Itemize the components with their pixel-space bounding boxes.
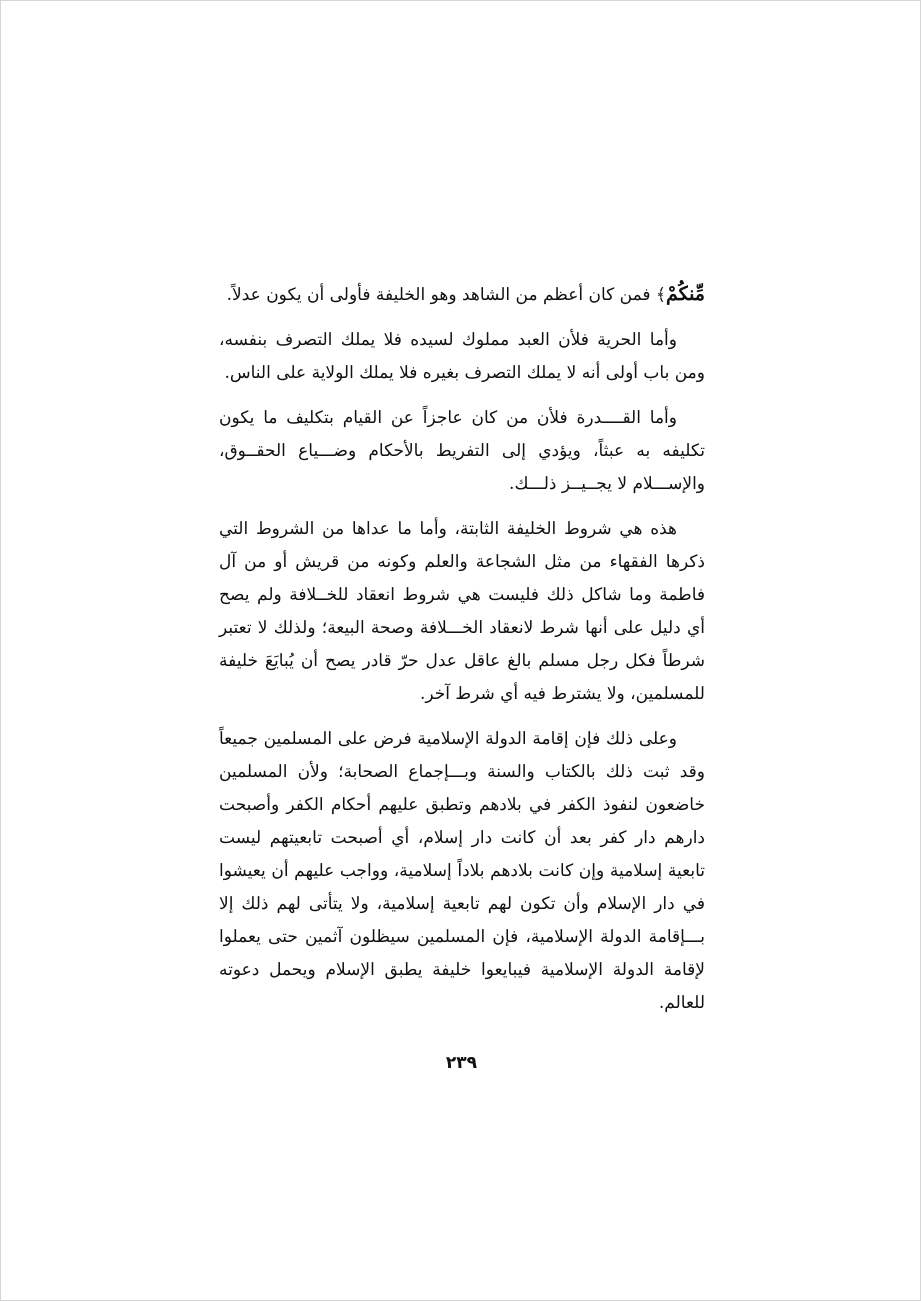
quran-verse-fragment: مِّنكُمْ <box>665 283 705 305</box>
lead-paragraph <box>219 278 705 312</box>
body-text <box>219 278 705 1020</box>
paragraph-conditions: هذه هي شروط الخليفة الثابتة، وأما ما عداها من الشروط التي ذكرها الفقهاء من مثل الشجاعة والعلم وكونه من قريش أو من آل فاطمة وما شاكل ذلك فليست هي شروط انعقاد للخــلافة ولم يصح أي دليل على أنها شرط لانعقاد الخـــلافة وصحة البيعة؛ ولذلك لا تعتبر شرطاً فكل رجل مسلم بالغ عاقل عدل حرّ قادر يصح أن يُبايَعَ خليفة للمسلمين، ولا يشترط فيه أي شرط آخر. <box>219 519 705 704</box>
paragraph-freedom: وأما الحرية فلأن العبد مملوك لسيده فلا يملك التصرف بنفسه، ومن باب أولى أنه لا يملك التصرف بغيره فلا يملك الولاية على الناس. <box>219 330 705 383</box>
page-number: ٢٣٩ <box>445 1053 478 1073</box>
paragraph-islamic-state: وعلى ذلك فإن إقامة الدولة الإسلامية فرض على المسلمين جميعاً وقد ثبت ذلك بالكتاب والسنة وبـــإجماع الصحابة؛ ولأن المسلمين خاضعون لنفوذ الكفر في بلادهم وتطبق عليهم أحكام الكفر وأصبحت دارهم دار كفر بعد أن كانت دار إسلام، أي أصبحت تابعيتهم ليست تابعية إسلامية وإن كانت بلادهم بلاداً إسلامية، وواجب عليهم أن يعيشوا في دار الإسلام وأن تكون لهم تابعية إسلامية، ولا يتأتى لهم ذلك إلا بـــإقامة الدولة الإسلامية، فإن المسلمين سيظلون آثمين حتى يعملوا لإقامة الدولة الإسلامية فيبايعوا خليفة يطبق الإسلام ويحمل دعوته للعالم. <box>219 729 705 1013</box>
paragraph-ability: وأما القــــدرة فلأن من كان عاجزاً عن القيام بتكليف ما يكون تكليفه به عبثاً، ويؤدي إلى التفريط بالأحكام وضـــياع الحقــوق، والإســـلام لا يجــيــز ذلـــك. <box>219 408 705 494</box>
lead-paragraph-text: فمن كان أعظم من الشاهد وهو الخليفة فأولى أن يكون عدلاً. <box>226 285 656 305</box>
verse-closing-bracket: ﴾ <box>655 285 666 305</box>
